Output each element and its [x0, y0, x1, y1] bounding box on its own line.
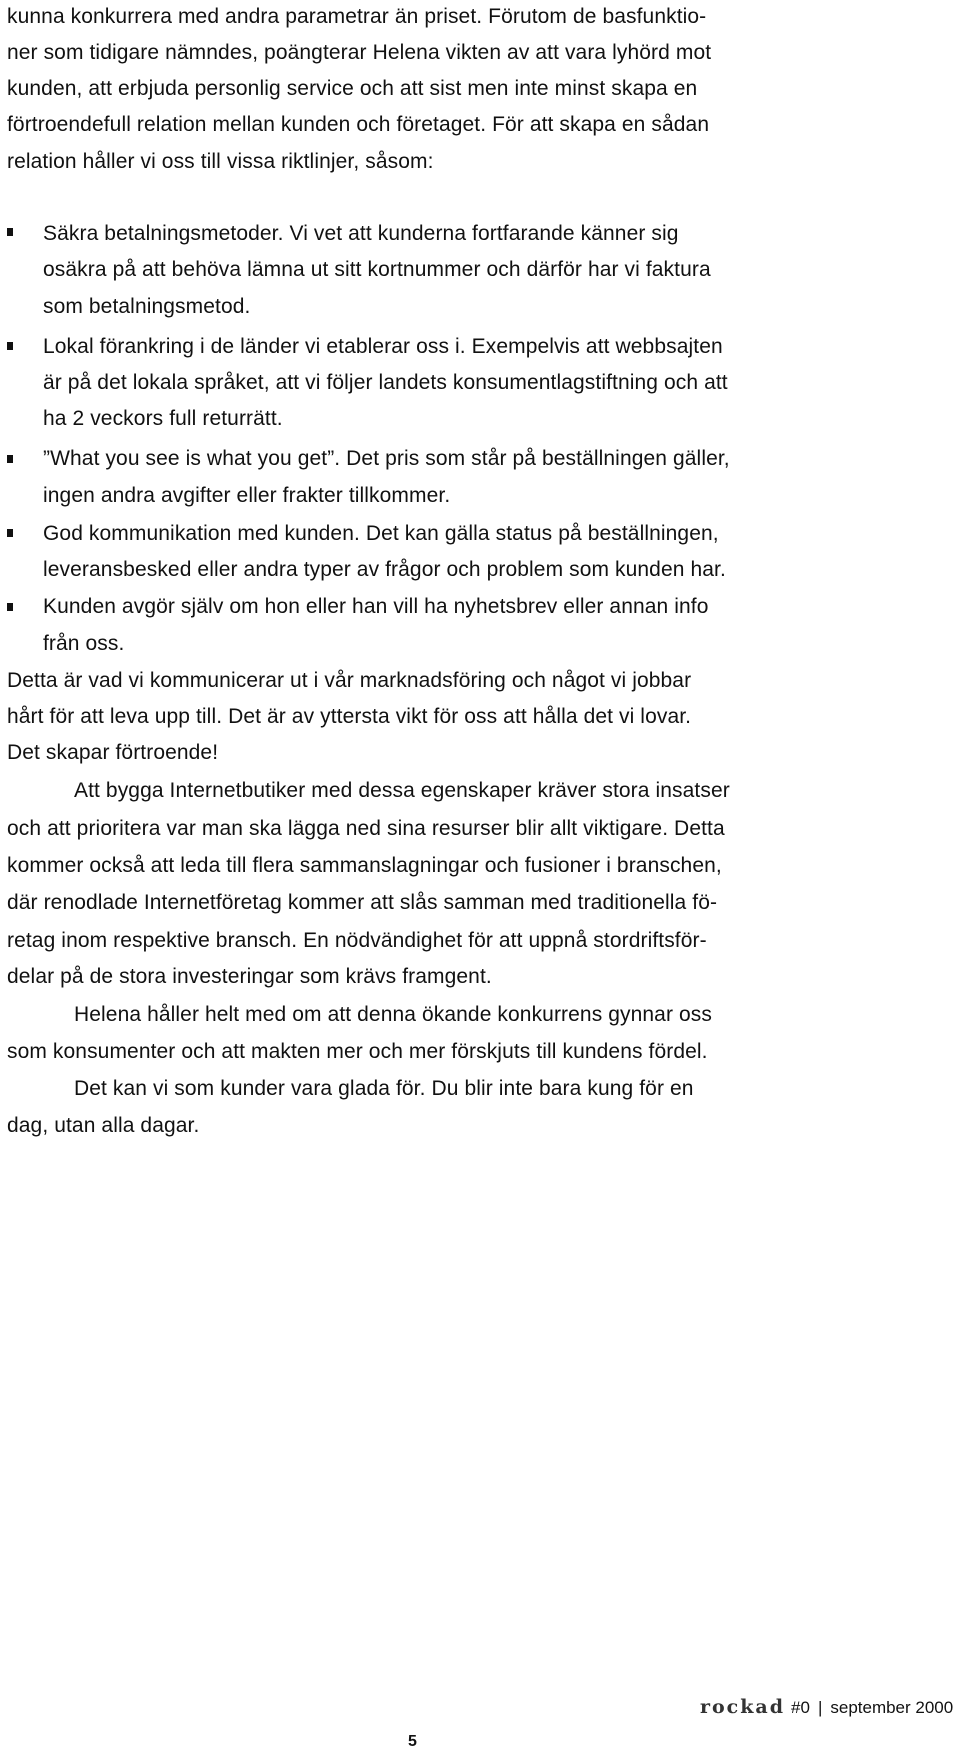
- footer-separator: |: [817, 1698, 823, 1717]
- square-bullet-icon: [7, 603, 13, 611]
- closing-line: Detta är vad vi kommunicerar ut i vår marknadsföring och något vi jobbar: [7, 669, 692, 692]
- square-bullet-icon: [7, 455, 13, 463]
- page-footer: [700, 1697, 953, 1718]
- list-item-line: ingen andra avgifter eller frakter tillkommer.: [43, 484, 451, 507]
- paragraph-line: dag, utan alla dagar.: [7, 1114, 200, 1137]
- paragraph-line: Helena håller helt med om att denna ökande konkurrens gynnar oss: [74, 1003, 712, 1026]
- intro-line: kunna konkurrera med andra parametrar än priset. Förutom de basfunktio-: [7, 5, 707, 28]
- list-item-line: ”What you see is what you get”. Det pris som står på beställningen gäller,: [43, 447, 730, 470]
- paragraph-line: kommer också att leda till flera sammanslagningar och fusioner i branschen,: [7, 854, 722, 877]
- list-item-line: Säkra betalningsmetoder. Vi vet att kunderna fortfarande känner sig: [43, 222, 679, 245]
- closing-line: hårt för att leva upp till. Det är av yttersta vikt för oss att hålla det vi lovar.: [7, 705, 692, 728]
- closing-line: Det skapar förtroende!: [7, 741, 219, 764]
- list-item-line: osäkra på att behöva lämna ut sitt kortnummer och därför har vi faktura: [43, 258, 711, 281]
- square-bullet-icon: [7, 228, 13, 236]
- square-bullet-icon: [7, 342, 13, 350]
- list-item-line: är på det lokala språket, att vi följer landets konsumentlagstiftning och att: [43, 371, 728, 394]
- list-item-line: leveransbesked eller andra typer av frågor och problem som kunden har.: [43, 558, 726, 581]
- paragraph-line: retag inom respektive bransch. En nödvändighet för att uppnå stordriftsför-: [7, 929, 707, 952]
- intro-line: ner som tidigare nämndes, poängterar Helena vikten av att vara lyhörd mot: [7, 41, 712, 64]
- square-bullet-icon: [7, 529, 13, 537]
- intro-line: kunden, att erbjuda personlig service och att sist men inte minst skapa en: [7, 77, 698, 100]
- issue-number: #0: [791, 1698, 810, 1717]
- issue-date: september 2000: [830, 1698, 954, 1717]
- list-item-line: Lokal förankring i de länder vi etablerar oss i. Exempelvis att webbsajten: [43, 335, 723, 358]
- paragraph-line: och att prioritera var man ska lägga ned sina resurser blir allt viktigare. Detta: [7, 817, 725, 840]
- list-item-line: ha 2 veckors full returrätt.: [43, 407, 283, 430]
- page-number: 5: [408, 1733, 417, 1750]
- rockad-logo: rockad: [700, 1696, 786, 1718]
- list-item-line: Kunden avgör själv om hon eller han vill ha nyhetsbrev eller annan info: [43, 595, 709, 618]
- paragraph-line: Att bygga Internetbutiker med dessa egenskaper kräver stora insatser: [74, 779, 730, 802]
- paragraph-line: delar på de stora investeringar som krävs framgent.: [7, 965, 492, 988]
- paragraph-line: Det kan vi som kunder vara glada för. Du blir inte bara kung för en: [74, 1077, 694, 1100]
- intro-line: relation håller vi oss till vissa riktlinjer, såsom:: [7, 150, 434, 173]
- paragraph-line: där renodlade Internetföretag kommer att slås samman med traditionella fö-: [7, 891, 718, 914]
- list-item-line: från oss.: [43, 632, 125, 655]
- list-item-line: som betalningsmetod.: [43, 295, 251, 318]
- list-item-line: God kommunikation med kunden. Det kan gälla status på beställningen,: [43, 522, 719, 545]
- intro-line: förtroendefull relation mellan kunden och företaget. För att skapa en sådan: [7, 113, 710, 136]
- paragraph-line: som konsumenter och att makten mer och mer förskjuts till kundens fördel.: [7, 1040, 708, 1063]
